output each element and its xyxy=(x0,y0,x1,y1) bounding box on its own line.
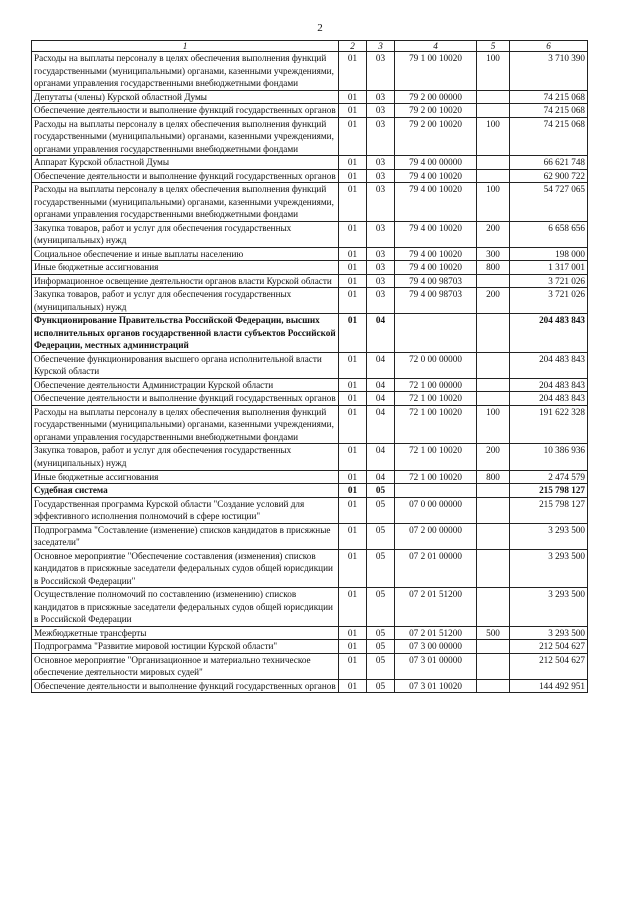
row-section-cell: 01 xyxy=(339,274,367,288)
row-section-cell: 01 xyxy=(339,156,367,170)
row-expense-type-cell xyxy=(477,588,510,627)
row-name-cell: Подпрограмма "Развитие мировой юстиции Курской области" xyxy=(32,640,339,654)
row-target-code-cell: 72 1 00 10020 xyxy=(395,392,477,406)
row-name-cell: Межбюджетные трансферты xyxy=(32,626,339,640)
row-section-cell: 01 xyxy=(339,52,367,91)
row-target-code-cell xyxy=(395,484,477,498)
row-target-code-cell: 72 1 00 10020 xyxy=(395,405,477,444)
row-amount-cell: 54 727 065 xyxy=(510,183,588,222)
row-expense-type-cell xyxy=(477,653,510,679)
row-section-cell: 01 xyxy=(339,497,367,523)
row-name-cell: Депутаты (члены) Курской областной Думы xyxy=(32,90,339,104)
row-expense-type-cell xyxy=(477,640,510,654)
row-name-cell: Обеспечение деятельности и выполнение функций государственных органов xyxy=(32,392,339,406)
row-subsection-cell: 03 xyxy=(367,156,395,170)
table-row xyxy=(32,470,588,484)
row-amount-cell: 204 483 843 xyxy=(510,392,588,406)
row-name-cell: Закупка товаров, работ и услуг для обеспечения государственных (муниципальных) нужд xyxy=(32,444,339,470)
row-section-cell: 01 xyxy=(339,392,367,406)
row-amount-cell: 62 900 722 xyxy=(510,169,588,183)
row-name-cell: Государственная программа Курской области "Создание условий для эффективного исполнения полномочий в сфере юстиции" xyxy=(32,497,339,523)
row-amount-cell: 3 293 500 xyxy=(510,626,588,640)
row-expense-type-cell: 200 xyxy=(477,288,510,314)
row-expense-type-cell xyxy=(477,104,510,118)
row-section-cell: 01 xyxy=(339,470,367,484)
table-row xyxy=(32,392,588,406)
table-row xyxy=(32,261,588,275)
table-row xyxy=(32,497,588,523)
row-subsection-cell: 04 xyxy=(367,444,395,470)
row-subsection-cell: 03 xyxy=(367,90,395,104)
row-amount-cell: 212 504 627 xyxy=(510,640,588,654)
row-section-cell: 01 xyxy=(339,653,367,679)
row-target-code-cell: 79 4 00 10020 xyxy=(395,221,477,247)
row-section-cell: 01 xyxy=(339,221,367,247)
table-row xyxy=(32,314,588,353)
row-expense-type-cell xyxy=(477,523,510,549)
row-section-cell: 01 xyxy=(339,640,367,654)
row-target-code-cell: 07 2 01 00000 xyxy=(395,549,477,588)
row-section-cell: 01 xyxy=(339,444,367,470)
row-name-cell: Обеспечение деятельности и выполнение функций государственных органов xyxy=(32,169,339,183)
table-row xyxy=(32,117,588,156)
row-name-cell: Закупка товаров, работ и услуг для обеспечения государственных (муниципальных) нужд xyxy=(32,221,339,247)
row-section-cell: 01 xyxy=(339,378,367,392)
row-subsection-cell: 03 xyxy=(367,247,395,261)
row-target-code-cell: 07 2 01 51200 xyxy=(395,588,477,627)
row-target-code-cell: 79 4 00 10020 xyxy=(395,169,477,183)
header-cell: 5 xyxy=(477,41,510,52)
row-name-cell: Расходы на выплаты персоналу в целях обеспечения выполнения функций государственными (муниципальными) органами, казенными учреждениями, органами управления государственными внебюджетными фондами xyxy=(32,117,339,156)
row-target-code-cell: 07 3 00 00000 xyxy=(395,640,477,654)
row-expense-type-cell xyxy=(477,549,510,588)
row-name-cell: Социальное обеспечение и иные выплаты населению xyxy=(32,247,339,261)
row-name-cell: Обеспечение деятельности Администрации Курской области xyxy=(32,378,339,392)
row-subsection-cell: 03 xyxy=(367,52,395,91)
row-expense-type-cell xyxy=(477,314,510,353)
row-name-cell: Закупка товаров, работ и услуг для обеспечения государственных (муниципальных) нужд xyxy=(32,288,339,314)
table-row xyxy=(32,274,588,288)
row-name-cell: Основное мероприятие "Организационное и материально техническое обеспечение деятельности мировых судей" xyxy=(32,653,339,679)
row-amount-cell: 204 483 843 xyxy=(510,352,588,378)
row-target-code-cell: 79 2 00 10020 xyxy=(395,104,477,118)
row-section-cell: 01 xyxy=(339,405,367,444)
row-section-cell: 01 xyxy=(339,626,367,640)
row-expense-type-cell: 100 xyxy=(477,183,510,222)
header-cell: 4 xyxy=(395,41,477,52)
row-target-code-cell: 79 4 00 98703 xyxy=(395,288,477,314)
header-cell: 3 xyxy=(367,41,395,52)
row-section-cell: 01 xyxy=(339,104,367,118)
row-name-cell: Функционирование Правительства Российской Федерации, высших исполнительных органов государственной власти субъектов Российской Федерации, местных администраций xyxy=(32,314,339,353)
table-row xyxy=(32,247,588,261)
table-row xyxy=(32,484,588,498)
row-expense-type-cell xyxy=(477,156,510,170)
row-target-code-cell: 79 4 00 00000 xyxy=(395,156,477,170)
row-name-cell: Расходы на выплаты персоналу в целях обеспечения выполнения функций государственными (муниципальными) органами, казенными учреждениями, органами управления государственными внебюджетными фондами xyxy=(32,405,339,444)
table-row xyxy=(32,523,588,549)
table-row xyxy=(32,288,588,314)
header-cell: 6 xyxy=(510,41,588,52)
row-amount-cell: 204 483 843 xyxy=(510,314,588,353)
row-amount-cell: 74 215 068 xyxy=(510,90,588,104)
row-section-cell: 01 xyxy=(339,183,367,222)
row-expense-type-cell: 300 xyxy=(477,247,510,261)
row-expense-type-cell xyxy=(477,90,510,104)
row-section-cell: 01 xyxy=(339,523,367,549)
row-section-cell: 01 xyxy=(339,549,367,588)
table-header-row xyxy=(32,41,588,52)
row-section-cell: 01 xyxy=(339,679,367,693)
row-amount-cell: 198 000 xyxy=(510,247,588,261)
table-row xyxy=(32,405,588,444)
row-amount-cell: 3 293 500 xyxy=(510,588,588,627)
row-expense-type-cell xyxy=(477,378,510,392)
row-subsection-cell: 05 xyxy=(367,497,395,523)
table-row xyxy=(32,183,588,222)
row-subsection-cell: 05 xyxy=(367,626,395,640)
row-amount-cell: 3 293 500 xyxy=(510,549,588,588)
row-amount-cell: 191 622 328 xyxy=(510,405,588,444)
row-amount-cell: 3 721 026 xyxy=(510,288,588,314)
row-name-cell: Подпрограмма "Составление (изменение) списков кандидатов в присяжные заседатели" xyxy=(32,523,339,549)
row-expense-type-cell: 800 xyxy=(477,261,510,275)
row-subsection-cell: 03 xyxy=(367,183,395,222)
row-subsection-cell: 05 xyxy=(367,549,395,588)
table-row xyxy=(32,626,588,640)
table-row xyxy=(32,378,588,392)
row-subsection-cell: 03 xyxy=(367,117,395,156)
row-section-cell: 01 xyxy=(339,169,367,183)
table-row xyxy=(32,640,588,654)
row-subsection-cell: 03 xyxy=(367,261,395,275)
header-cell: 2 xyxy=(339,41,367,52)
row-target-code-cell xyxy=(395,314,477,353)
row-amount-cell: 3 721 026 xyxy=(510,274,588,288)
row-target-code-cell: 79 1 00 10020 xyxy=(395,52,477,91)
row-expense-type-cell: 500 xyxy=(477,626,510,640)
row-target-code-cell: 79 2 00 00000 xyxy=(395,90,477,104)
row-target-code-cell: 07 3 01 10020 xyxy=(395,679,477,693)
row-amount-cell: 3 293 500 xyxy=(510,523,588,549)
row-name-cell: Осуществление полномочий по составлению (изменению) списков кандидатов в присяжные заседатели федеральных судов общей юрисдикции в Российской Федерации xyxy=(32,588,339,627)
row-target-code-cell: 72 0 00 00000 xyxy=(395,352,477,378)
row-target-code-cell: 07 0 00 00000 xyxy=(395,497,477,523)
row-expense-type-cell: 200 xyxy=(477,221,510,247)
row-target-code-cell: 72 1 00 10020 xyxy=(395,470,477,484)
row-subsection-cell: 05 xyxy=(367,640,395,654)
table-row xyxy=(32,653,588,679)
row-subsection-cell: 04 xyxy=(367,405,395,444)
row-expense-type-cell xyxy=(477,169,510,183)
row-expense-type-cell xyxy=(477,484,510,498)
row-amount-cell: 215 798 127 xyxy=(510,484,588,498)
row-target-code-cell: 07 2 01 51200 xyxy=(395,626,477,640)
row-expense-type-cell xyxy=(477,497,510,523)
row-target-code-cell: 79 4 00 98703 xyxy=(395,274,477,288)
row-target-code-cell: 07 2 00 00000 xyxy=(395,523,477,549)
row-section-cell: 01 xyxy=(339,588,367,627)
row-target-code-cell: 79 4 00 10020 xyxy=(395,261,477,275)
row-amount-cell: 204 483 843 xyxy=(510,378,588,392)
row-section-cell: 01 xyxy=(339,314,367,353)
table-row xyxy=(32,444,588,470)
row-amount-cell: 74 215 068 xyxy=(510,117,588,156)
row-name-cell: Судебная система xyxy=(32,484,339,498)
table-row xyxy=(32,52,588,91)
row-target-code-cell: 79 4 00 10020 xyxy=(395,247,477,261)
row-name-cell: Основное мероприятие "Обеспечение составления (изменения) списков кандидатов в присяжные заседатели федеральных судов общей юрисдикции в Российской Федерации" xyxy=(32,549,339,588)
row-amount-cell: 10 386 936 xyxy=(510,444,588,470)
row-section-cell: 01 xyxy=(339,352,367,378)
row-name-cell: Обеспечение деятельности и выполнение функций государственных органов xyxy=(32,679,339,693)
table-row xyxy=(32,90,588,104)
row-amount-cell: 212 504 627 xyxy=(510,653,588,679)
table-row xyxy=(32,679,588,693)
table-row xyxy=(32,104,588,118)
row-expense-type-cell xyxy=(477,392,510,406)
table-row xyxy=(32,221,588,247)
row-name-cell: Обеспечение функционирования высшего органа исполнительной власти Курской области xyxy=(32,352,339,378)
row-subsection-cell: 03 xyxy=(367,221,395,247)
row-expense-type-cell xyxy=(477,274,510,288)
header-cell: 1 xyxy=(32,41,339,52)
row-section-cell: 01 xyxy=(339,117,367,156)
table-row xyxy=(32,588,588,627)
row-expense-type-cell: 100 xyxy=(477,117,510,156)
row-subsection-cell: 05 xyxy=(367,588,395,627)
row-amount-cell: 2 474 579 xyxy=(510,470,588,484)
row-expense-type-cell: 100 xyxy=(477,52,510,91)
row-name-cell: Иные бюджетные ассигнования xyxy=(32,470,339,484)
row-section-cell: 01 xyxy=(339,90,367,104)
row-name-cell: Иные бюджетные ассигнования xyxy=(32,261,339,275)
row-name-cell: Расходы на выплаты персоналу в целях обеспечения выполнения функций государственными (муниципальными) органами, казенными учреждениями, органами управления государственными внебюджетными фондами xyxy=(32,52,339,91)
table-row xyxy=(32,156,588,170)
row-amount-cell: 74 215 068 xyxy=(510,104,588,118)
row-target-code-cell: 72 1 00 00000 xyxy=(395,378,477,392)
row-amount-cell: 1 317 001 xyxy=(510,261,588,275)
row-expense-type-cell xyxy=(477,679,510,693)
row-subsection-cell: 03 xyxy=(367,104,395,118)
row-subsection-cell: 05 xyxy=(367,679,395,693)
row-expense-type-cell: 100 xyxy=(477,405,510,444)
row-expense-type-cell: 800 xyxy=(477,470,510,484)
row-subsection-cell: 05 xyxy=(367,484,395,498)
row-target-code-cell: 07 3 01 00000 xyxy=(395,653,477,679)
row-expense-type-cell xyxy=(477,352,510,378)
row-name-cell: Информационное освещение деятельности органов власти Курской области xyxy=(32,274,339,288)
row-name-cell: Обеспечение деятельности и выполнение функций государственных органов xyxy=(32,104,339,118)
row-subsection-cell: 04 xyxy=(367,470,395,484)
row-target-code-cell: 72 1 00 10020 xyxy=(395,444,477,470)
row-subsection-cell: 04 xyxy=(367,314,395,353)
row-name-cell: Расходы на выплаты персоналу в целях обеспечения выполнения функций государственными (муниципальными) органами, казенными учреждениями, органами управления государственными внебюджетными фондами xyxy=(32,183,339,222)
row-name-cell: Аппарат Курской областной Думы xyxy=(32,156,339,170)
row-subsection-cell: 04 xyxy=(367,392,395,406)
row-subsection-cell: 03 xyxy=(367,169,395,183)
table-row xyxy=(32,169,588,183)
row-target-code-cell: 79 4 00 10020 xyxy=(395,183,477,222)
row-target-code-cell: 79 2 00 10020 xyxy=(395,117,477,156)
budget-table xyxy=(31,40,588,693)
row-section-cell: 01 xyxy=(339,484,367,498)
row-amount-cell: 66 621 748 xyxy=(510,156,588,170)
row-subsection-cell: 03 xyxy=(367,288,395,314)
row-section-cell: 01 xyxy=(339,247,367,261)
row-subsection-cell: 03 xyxy=(367,274,395,288)
row-subsection-cell: 04 xyxy=(367,352,395,378)
row-amount-cell: 6 658 656 xyxy=(510,221,588,247)
row-subsection-cell: 05 xyxy=(367,523,395,549)
row-section-cell: 01 xyxy=(339,261,367,275)
row-amount-cell: 144 492 951 xyxy=(510,679,588,693)
row-amount-cell: 3 710 390 xyxy=(510,52,588,91)
page-number: 2 xyxy=(317,22,323,34)
table-row xyxy=(32,352,588,378)
row-subsection-cell: 05 xyxy=(367,653,395,679)
row-amount-cell: 215 798 127 xyxy=(510,497,588,523)
row-expense-type-cell: 200 xyxy=(477,444,510,470)
table-row xyxy=(32,549,588,588)
row-subsection-cell: 04 xyxy=(367,378,395,392)
row-section-cell: 01 xyxy=(339,288,367,314)
